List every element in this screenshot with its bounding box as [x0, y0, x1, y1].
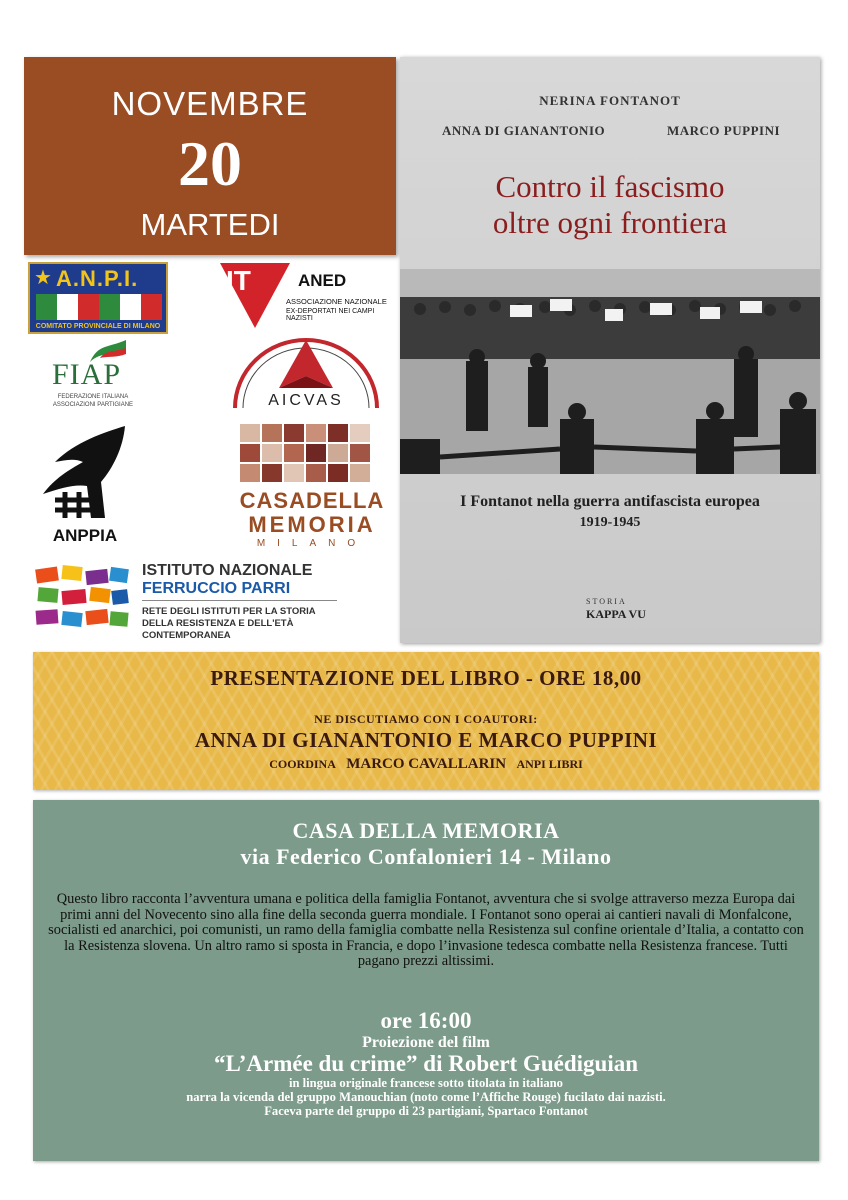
venue-name: CASA DELLA MEMORIA [292, 818, 560, 843]
event-info-box [33, 800, 819, 1161]
colorful-blocks-icon [32, 562, 132, 642]
venue-address: via Federico Confalonieri 14 - Milano [240, 844, 612, 869]
anppia-logo [30, 422, 140, 550]
film-projection-label: Proiezione del film [362, 1034, 490, 1051]
aned-subtitle-2: EX-DEPORTATI NEI CAMPI NAZISTI [286, 308, 375, 322]
presentation-coordinator [33, 756, 819, 773]
anpi-logo [28, 262, 168, 334]
coordinator-name: MARCO CAVALLARIN [346, 756, 507, 772]
casa-della-memoria-logo [238, 422, 386, 554]
date-day: 20 [178, 128, 242, 199]
book-author-left: ANNA DI GIANANTONIO [442, 123, 606, 138]
aned-logo [220, 263, 390, 328]
istituto-parri-logo [32, 560, 342, 644]
film-note-2: narra la vicenda del gruppo Manouchian (noto come l’Affiche Rouge) fucilato dai nazisti. [186, 1090, 666, 1104]
fiap-subtitle-2: ASSOCIAZIONI PARTIGIANE [52, 402, 134, 408]
presentation-banner [33, 652, 819, 790]
anpi-name: A.N.P.I. [56, 266, 139, 291]
anpi-subtitle: COMITATO PROVINCIALE DI MILANO [35, 323, 161, 330]
anppia-name: ANPPIA [52, 526, 118, 545]
date-weekday: MARTEDI [140, 207, 280, 242]
book-author-right: MARCO PUPPINI [667, 123, 781, 138]
book-description: Questo libro racconta l’avventura umana e politica della famiglia Fontanot, avventura che si svolge attraverso mezza Europa dai primi anni del Novecento sino alla fine della seconda guerra mondiale. I Fontanot sono operai ai cantieri navali di Monfalcone, socialisti ed anarchici, poi comunisti, un ramo della famiglia combatte nella Resistenza sul confine orientale d’Italia, a contatto con la Resistenza slovena. Un altro ramo si sposta in Francia, e dopo l’invasione tedesca combatte nella Resistenza francese. Tutti pagano prezzi altissimi. [48, 891, 804, 969]
parri-line-5: CONTEMPORANEA [142, 630, 231, 641]
date-box [24, 57, 396, 255]
book-years: 1919-1945 [579, 515, 641, 530]
crowd-photo-illustration [400, 269, 820, 474]
parri-line-4: DELLA RESISTENZA E DELL'ETÀ [142, 618, 294, 629]
book-cover [400, 57, 820, 643]
italian-flag-icon [36, 294, 162, 320]
presentation-authors: ANNA DI GIANANTONIO E MARCO PUPPINI [194, 728, 658, 752]
parri-line-3: RETE DEGLI ISTITUTI PER LA STORIA [142, 606, 316, 617]
book-author-top: NERINA FONTANOT [539, 93, 681, 108]
casa-line-2: MEMORIA [248, 512, 376, 537]
presentation-intro: NE DISCUTIAMO CON I COAUTORI: [314, 712, 538, 726]
casa-line-3: MILANO [256, 538, 368, 549]
film-time: ore 16:00 [380, 1008, 472, 1033]
date-month: NOVEMBRE [111, 85, 309, 122]
parri-line-1: ISTITUTO NAZIONALE [142, 562, 313, 579]
book-title-line2: oltre ogni frontiera [492, 205, 728, 240]
book-cover-photo [400, 269, 820, 474]
publisher-name: KAPPA VU [586, 607, 646, 621]
book-title [400, 169, 820, 241]
star-icon: ★ [34, 267, 52, 289]
film-note-1: in lingua originale francese sotto titolata in italiano [289, 1076, 563, 1090]
fiap-name: FIAP [52, 358, 122, 391]
book-subtitle: I Fontanot nella guerra antifascista europea [460, 493, 760, 510]
aned-subtitle-1: ASSOCIAZIONE NAZIONALE [286, 297, 387, 306]
mosaic-icon [238, 422, 386, 484]
presentation-headline: PRESENTAZIONE DEL LIBRO - ORE 18,00 [210, 666, 642, 690]
fiap-logo [38, 338, 148, 413]
eagle-icon [35, 422, 135, 522]
publisher-series: STORIA [586, 597, 627, 606]
book-title-line1: Contro il fascismo [495, 169, 725, 204]
coordinator-org: ANPI LIBRI [516, 757, 583, 771]
parri-line-2: FERRUCCIO PARRI [142, 580, 291, 597]
casa-line-1: CASADELLA [239, 488, 385, 513]
film-note-3: Faceva parte del gruppo di 23 partigiani, Spartaco Fontanot [264, 1104, 588, 1118]
aned-name: ANED [298, 271, 347, 290]
film-title: “L’Armée du crime” di Robert Guédiguian [214, 1051, 638, 1076]
coordinator-label: COORDINA [269, 757, 336, 771]
aicvas-logo [225, 332, 387, 418]
aned-mark: IT [226, 265, 251, 296]
aicvas-name: AICVAS [268, 392, 344, 409]
parri-divider [142, 600, 337, 601]
fiap-subtitle-1: FEDERAZIONE ITALIANA [57, 394, 129, 400]
